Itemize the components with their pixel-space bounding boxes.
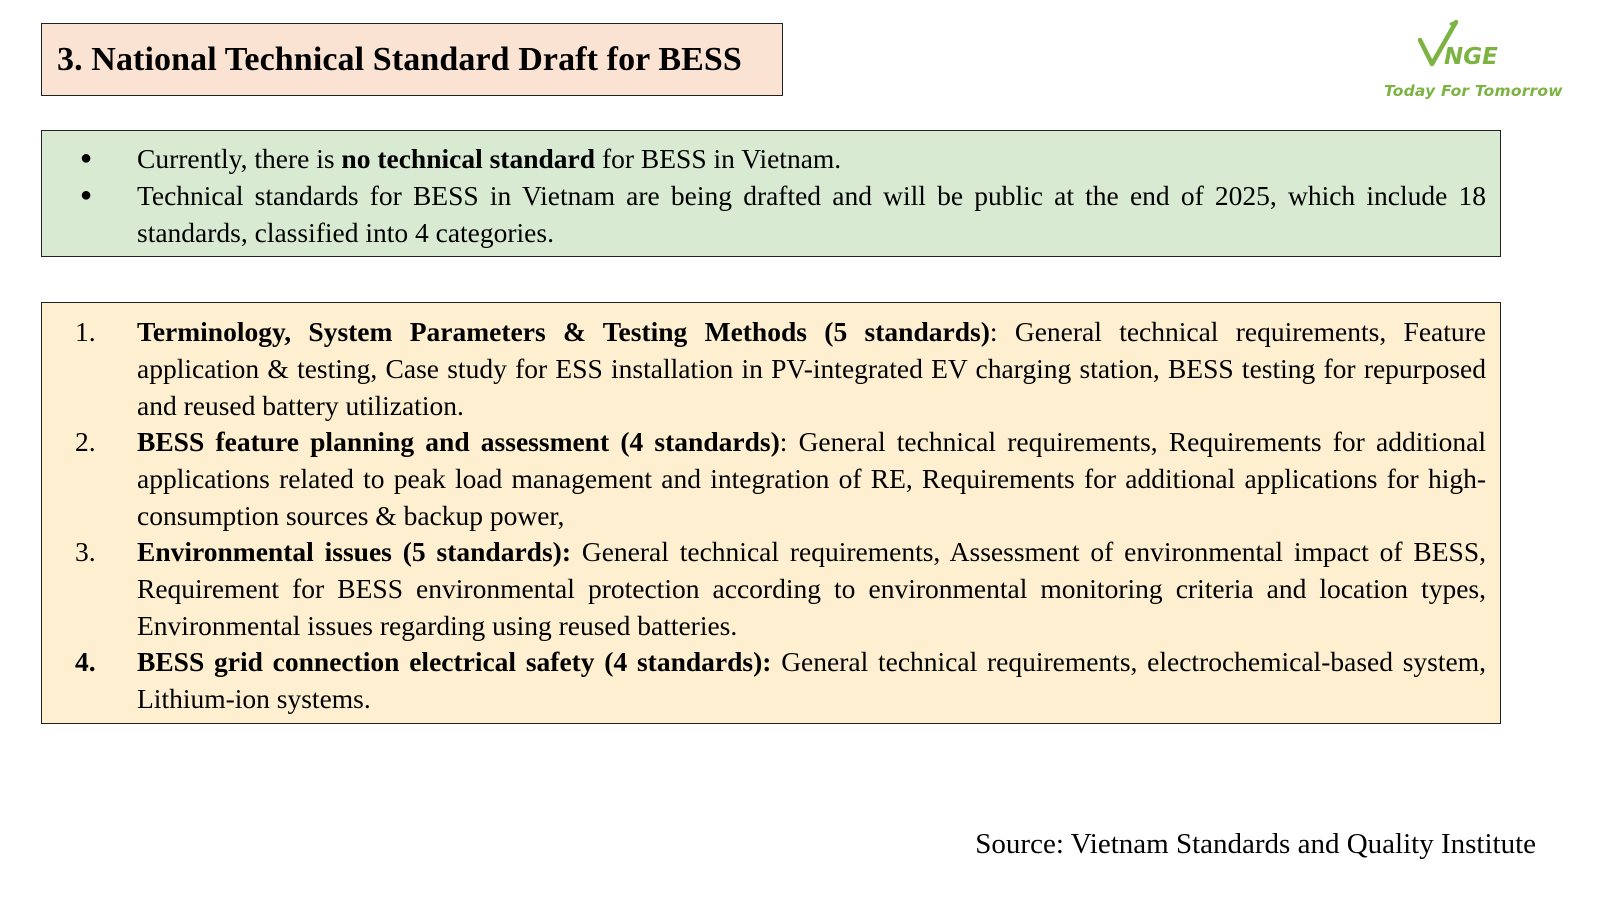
category-text: General technical requirements, Assessment of environmental impact of BESS, Requirement for BESS environmental protection according to environmental monitoring criteria and location types, Environmental issues regarding using reused batteries. [137, 536, 1486, 641]
category-number: 3. [75, 536, 96, 567]
bullet-icon: ● [80, 147, 93, 169]
source-citation: Source: Vietnam Standards and Quality Institute [975, 828, 1536, 860]
category-heading: Terminology, System Parameters & Testing Methods (5 standards) [137, 316, 990, 347]
category-number: 2. [75, 426, 96, 457]
vnge-logo [1372, 18, 1563, 108]
summary-text-bold: no technical standard [341, 143, 596, 174]
category-text: : General technical requirements, Requirements for additional applications related to peak load management and integration of RE, Requirements for additional applications for high-consumption sources & backup power, [137, 426, 1486, 531]
category-text: General technical requirements, electrochemical-based system, Lithium-ion systems. [137, 646, 1486, 714]
page-title: 3. National Technical Standard Draft for BESS [57, 40, 742, 78]
category-item [75, 423, 1486, 534]
summary-text-after: for BESS in Vietnam. [595, 143, 842, 174]
summary-box [41, 130, 1501, 257]
category-number: 1. [75, 316, 96, 347]
category-heading: Environmental issues (5 standards): [137, 536, 571, 567]
summary-item [80, 177, 1486, 251]
title-box [41, 23, 783, 96]
logo-letters: NGE [1444, 44, 1498, 70]
vnge-logo-mark [1372, 18, 1522, 78]
category-number: 4. [75, 646, 96, 677]
category-heading: BESS feature planning and assessment (4 standards) [137, 426, 780, 457]
summary-item [80, 140, 1486, 177]
category-text: : General technical requirements, Feature application & testing, Case study for ESS installation in PV-integrated EV charging station, BESS testing for repurposed and reused battery utilization. [137, 316, 1486, 421]
category-item [75, 643, 1486, 717]
category-item [75, 533, 1486, 644]
logo-tagline: Today For Tomorrow [1384, 82, 1563, 100]
category-heading: BESS grid connection electrical safety (4 standards): [137, 646, 772, 677]
bullet-icon: ● [80, 184, 93, 206]
summary-text: Technical standards for BESS in Vietnam are being drafted and will be public at the end of 2025, which include 18 standards, classified into 4 categories. [137, 180, 1486, 248]
category-item [75, 313, 1486, 424]
summary-text-before: Currently, there is [137, 143, 342, 174]
categories-box [41, 302, 1501, 724]
